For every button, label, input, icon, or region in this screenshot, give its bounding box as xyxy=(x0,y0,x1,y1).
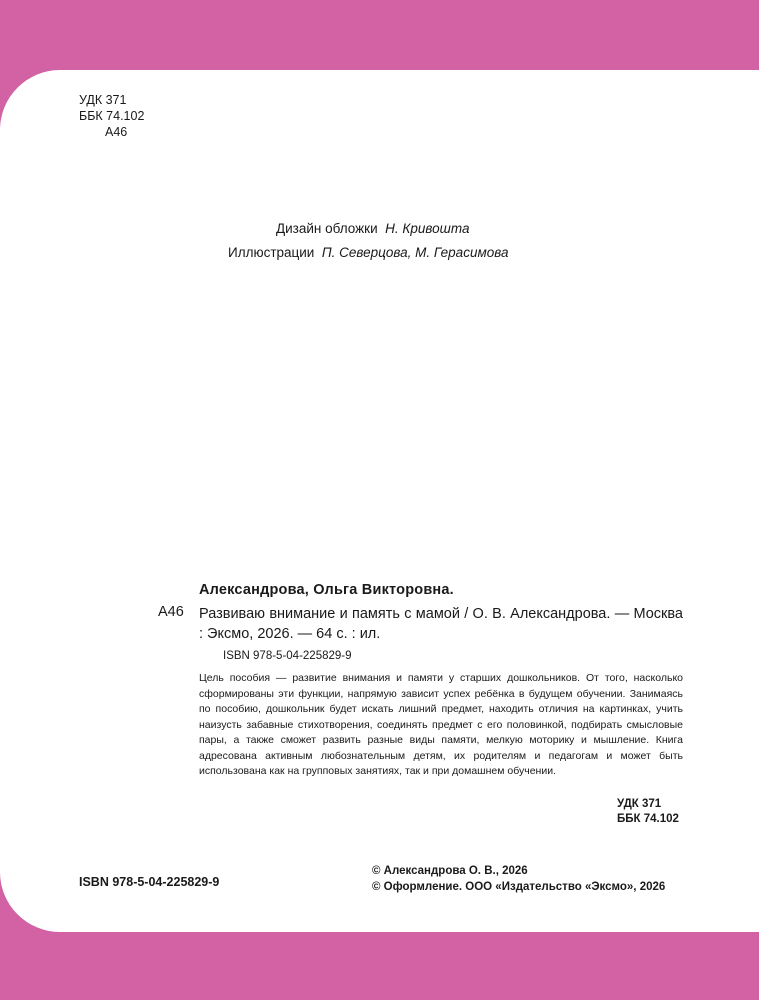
entry-author-sign: А46 xyxy=(158,604,184,620)
entry-abstract: Цель пособия — развитие внимания и памяти у старших дошкольников. От того, насколько сформированы эти функции, напрямую зависит успех ребёнка в будущем обучении. Занимаясь по пособию, дошкольник будет искать лишний предмет, находить отличия на картинках, учить наизусть забавные стихотворения, соединять предмет с его половинкой, подбирать смысловые пары, а также сможет развить разные виды памяти, мелкую моторику и мышление. Книга адресована активным любознательным детям, их родителям и педагогам и может быть использована как на групповых занятиях, так и при домашнем обучении. xyxy=(199,672,683,777)
copyright-block xyxy=(372,863,665,895)
cover-design-credit xyxy=(276,218,469,240)
udk-code: УДК 371 xyxy=(79,93,127,107)
entry-isbn: ISBN 978-5-04-225829-9 xyxy=(223,650,352,662)
cover-design-label: Дизайн обложки xyxy=(276,221,378,236)
illustrations-label: Иллюстрации xyxy=(228,245,315,260)
cover-design-name: Н. Кривошта xyxy=(385,221,470,236)
page-sheet xyxy=(0,70,759,932)
illustrations-credit xyxy=(228,242,508,264)
bbk-code-bottom: ББК 74.102 xyxy=(617,813,679,825)
entry-description: Развиваю внимание и память с мамой / О. В. Александрова. — Москва : Эксмо, 2026. — 64 с. : ил. xyxy=(199,606,683,642)
author-sign: А46 xyxy=(105,125,128,139)
bbk-code: ББК 74.102 xyxy=(79,109,145,123)
udk-code-bottom: УДК 371 xyxy=(617,798,662,810)
copyright-design: © Оформление. ООО «Издательство «Эксмо», 2026 xyxy=(372,881,666,893)
copyright-author: © Александрова О. В., 2026 xyxy=(372,865,528,877)
entry-author: Александрова, Ольга Викторовна. xyxy=(199,582,454,598)
illustrations-names: П. Северцова, М. Герасимова xyxy=(321,245,509,260)
udk-top-block xyxy=(79,92,144,140)
udk-bottom-block xyxy=(617,797,679,827)
isbn-bottom: ISBN 978-5-04-225829-9 xyxy=(79,875,220,889)
